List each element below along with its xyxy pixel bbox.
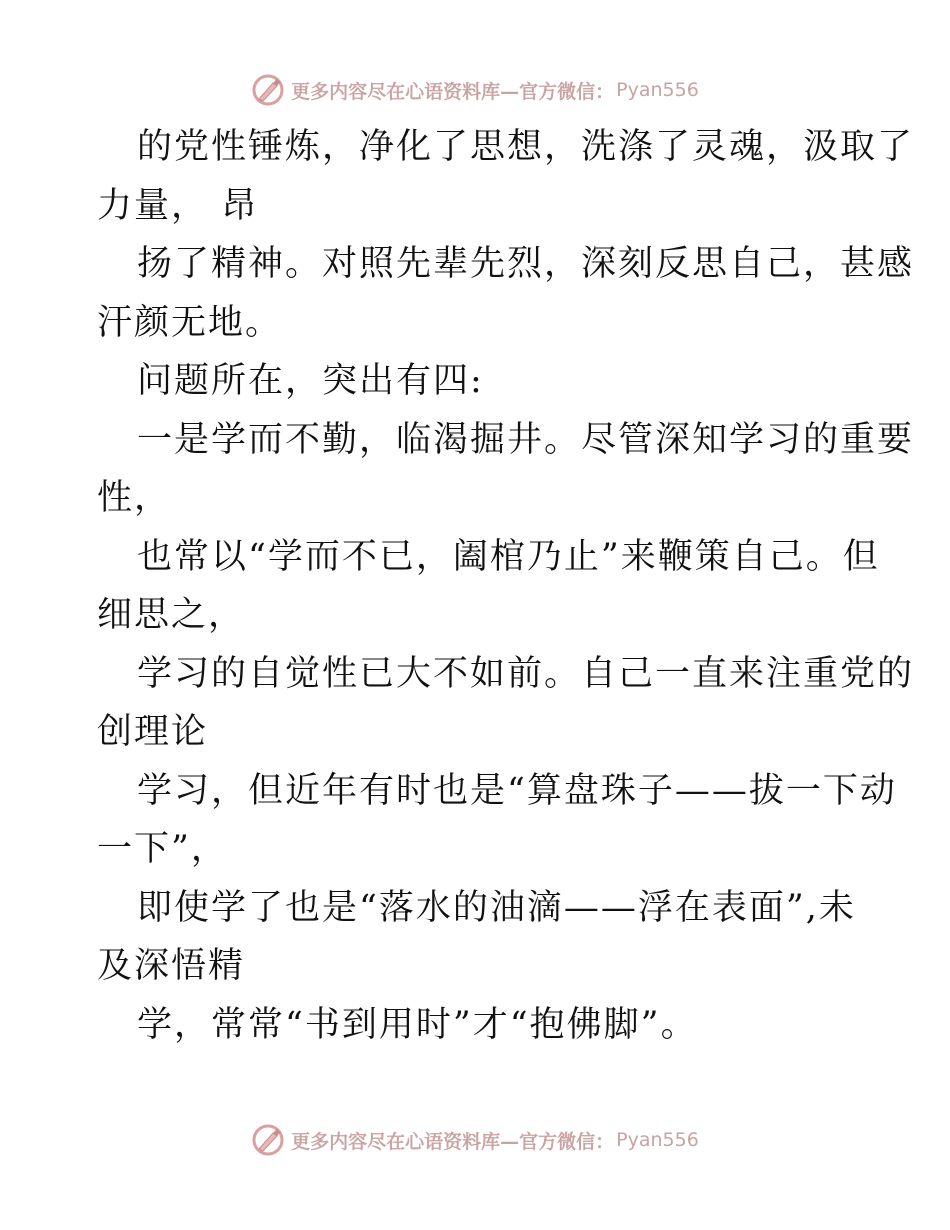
text-line: 学，常常“书到用时”才“抱佛脚”。 xyxy=(137,1004,698,1045)
text-line: 即使学了也是“落水的油滴——浮在表面”,未 xyxy=(137,887,856,928)
header-watermark-id: Pyan556 xyxy=(616,79,699,101)
footer-watermark-id: Pyan556 xyxy=(616,1129,699,1151)
text-line: 力量， 昂 xyxy=(97,185,259,226)
pen-logo-icon xyxy=(251,73,285,107)
pen-logo-icon xyxy=(251,1123,285,1157)
text-line: 及深悟精 xyxy=(97,946,246,986)
header-watermark xyxy=(0,70,950,110)
text-line: 创理论 xyxy=(97,712,209,752)
text-line: 问题所在，突出有四: xyxy=(137,361,484,401)
text-line: 的党性锤炼，净化了思想，洗涤了灵魂，汲取了 xyxy=(137,127,915,167)
text-line: 学习的自觉性已大不如前。自己一直来注重党的 xyxy=(137,653,915,694)
text-line: 学习，但近年有时也是“算盘珠子——拔一下动 xyxy=(137,770,897,811)
text-line: 扬了精神。对照先辈先烈，深刻反思自己，甚感 xyxy=(137,244,915,284)
footer-watermark xyxy=(0,1120,950,1160)
footer-watermark-text: 更多内容尽在心语资料库—官方微信： xyxy=(291,1130,615,1153)
text-line: 也常以“学而不已，阖棺乃止”来鞭策自己。但 xyxy=(137,536,880,577)
document-body xyxy=(97,118,915,1054)
header-watermark-text: 更多内容尽在心语资料库—官方微信： xyxy=(291,80,615,103)
text-line: 性， xyxy=(97,478,172,518)
text-line: 一下”， xyxy=(97,829,228,869)
text-line: 汗颜无地。 xyxy=(97,302,283,343)
text-line: 一是学而不勤，临渴掘井。尽管深知学习的重要 xyxy=(137,419,915,460)
text-line: 细思之， xyxy=(97,595,246,635)
